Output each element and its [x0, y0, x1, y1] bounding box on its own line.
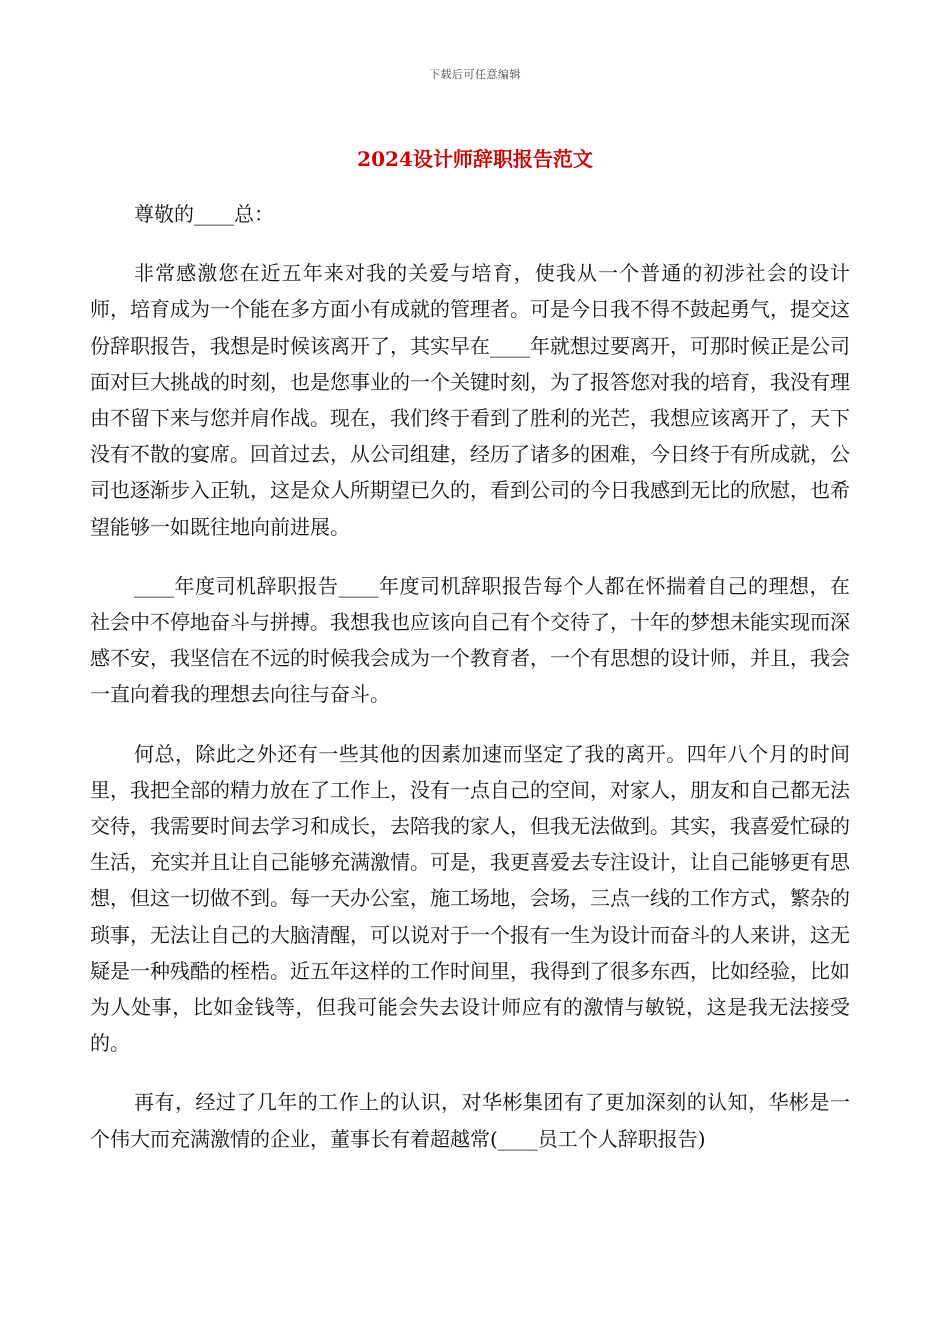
- header-note: 下载后可任意编辑: [429, 68, 521, 81]
- document-body: [90, 196, 850, 1180]
- paragraph-1: 非常感激您在近五年来对我的关爱与培育，使我从一个普通的初涉社会的设计师，培育成为一个能在多方面小有成就的管理者。可是今日我不得不鼓起勇气，提交这份辞职报告，我想是时候该离开了，其实早在____年就想过要离开，可那时候正是公司面对巨大挑战的时刻，也是您事业的一个关键时刻，为了报答您对我的培育，我没有理由不留下来与您并肩作战。现在，我们终于看到了胜利的光芒，我想应该离开了，天下没有不散的宴席。回首过去，从公司组建，经历了诸多的困难，今日终于有所成就，公司也逐渐步入正轨，这是众人所期望已久的，看到公司的今日我感到无比的欣慰，也希望能够一如既往地向前进展。: [90, 261, 850, 539]
- paragraph-4: 再有，经过了几年的工作上的认识，对华彬集团有了更加深刻的认知，华彬是一个伟大而充满激情的企业，董事长有着超越常(____员工个人辞职报告): [90, 1090, 850, 1151]
- salutation: 尊敬的____总：: [134, 202, 274, 226]
- document-title: 2024设计师辞职报告范文: [357, 147, 593, 171]
- paragraph-2: ____年度司机辞职报告____年度司机辞职报告每个人都在怀揣着自己的理想，在社会中不停地奋斗与拼搏。我想我也应该向自己有个交待了，十年的梦想未能实现而深感不安，我坚信在不远的时候我会成为一个教育者，一个有思想的设计师，并且，我会一直向着我的理想去向往与奋斗。: [90, 573, 850, 707]
- paragraph-3: 何总，除此之外还有一些其他的因素加速而坚定了我的离开。四年八个月的时间里，我把全部的精力放在了工作上，没有一点自己的空间，对家人，朋友和自己都无法交待，我需要时间去学习和成长，去陪我的家人，但我无法做到。其实，我喜爱忙碌的生活，充实并且让自己能够充满激情。可是，我更喜爱去专注设计，让自己能够更有思想，但这一切做不到。每一天办公室，施工场地，会场，三点一线的工作方式，繁杂的琐事，无法让自己的大脑清醒，可以说对于一个报有一生为设计而奋斗的人来讲，这无疑是一种残酷的桎梏。近五年这样的工作时间里，我得到了很多东西，比如经验，比如为人处事，比如金钱等，但我可能会失去设计师应有的激情与敏锐，这是我无法接受的。: [90, 741, 850, 1056]
